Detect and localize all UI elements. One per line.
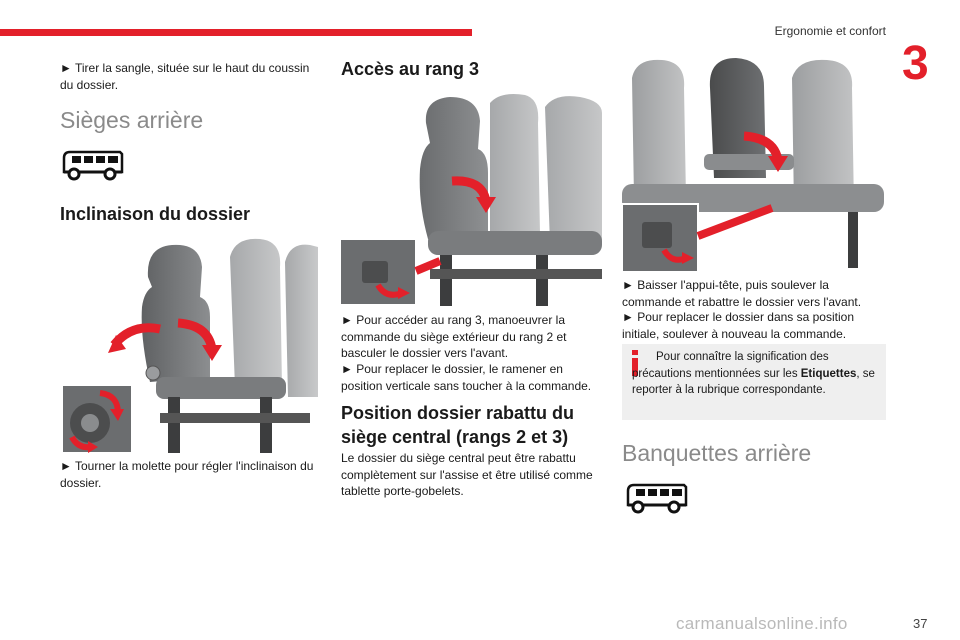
heading-inclinaison: Inclinaison du dossier <box>60 204 251 224</box>
info-text-etiquettes: Etiquettes <box>800 367 857 380</box>
heading-dossier-rabattu-line1: Position dossier rabattu du <box>341 403 575 423</box>
chapter-number: 3 <box>902 37 929 90</box>
para-acces-rang3: ► Pour accéder au rang 3, manoeuvrer la commande du siège extérieur du rang 2 et basculer le dossier vers l'avant. <box>341 313 567 360</box>
header-red-bar <box>0 29 472 36</box>
seat-recline-illustration <box>60 237 318 453</box>
info-box <box>622 344 886 420</box>
para-replacer-dossier: ► Pour replacer le dossier, le ramener en position verticale sans toucher à la commande. <box>341 362 592 393</box>
heading-acces-rang3: Accès au rang 3 <box>341 59 480 79</box>
intro-text: ► Tirer la sangle, située sur le haut du coussin du dossier. <box>60 61 310 92</box>
heading-dossier-rabattu-line2: siège central (rangs 2 et 3) <box>341 427 569 447</box>
page-number: 37 <box>913 616 928 631</box>
seat-tablet-illustration <box>622 58 884 272</box>
para-tablette: Le dossier du siège central peut être rabattu complètement sur l'assise et être utilisé comme tablette porte-gobelets. <box>341 451 593 498</box>
para-baisser-appui-tete: ► Baisser l'appui-tête, puis soulever la commande et rabattre le dossier vers l'avant. <box>622 278 862 309</box>
para-replacer-position: ► Pour replacer le dossier dans sa position initiale, soulever à nouveau la commande. <box>622 310 854 341</box>
heading-banquettes-arriere: Banquettes arrière <box>622 440 812 466</box>
info-text <box>632 349 877 399</box>
heading-sieges-arriere: Sièges arrière <box>60 107 204 133</box>
info-text-pre: Pour connaître la signification des précautions mentionnées sur les <box>632 351 829 380</box>
seat-access-illustration <box>340 93 602 306</box>
caption-molette: ► Tourner la molette pour régler l'inclinaison du dossier. <box>60 459 314 490</box>
van-icon <box>624 481 688 515</box>
van-icon <box>60 148 124 182</box>
heading-dossier-rabattu <box>341 401 574 449</box>
info-text-post: , se reporter à la rubrique correspondante. <box>632 367 875 396</box>
section-title: Ergonomie et confort <box>774 24 886 38</box>
watermark: carmanualsonline.info <box>676 614 848 633</box>
